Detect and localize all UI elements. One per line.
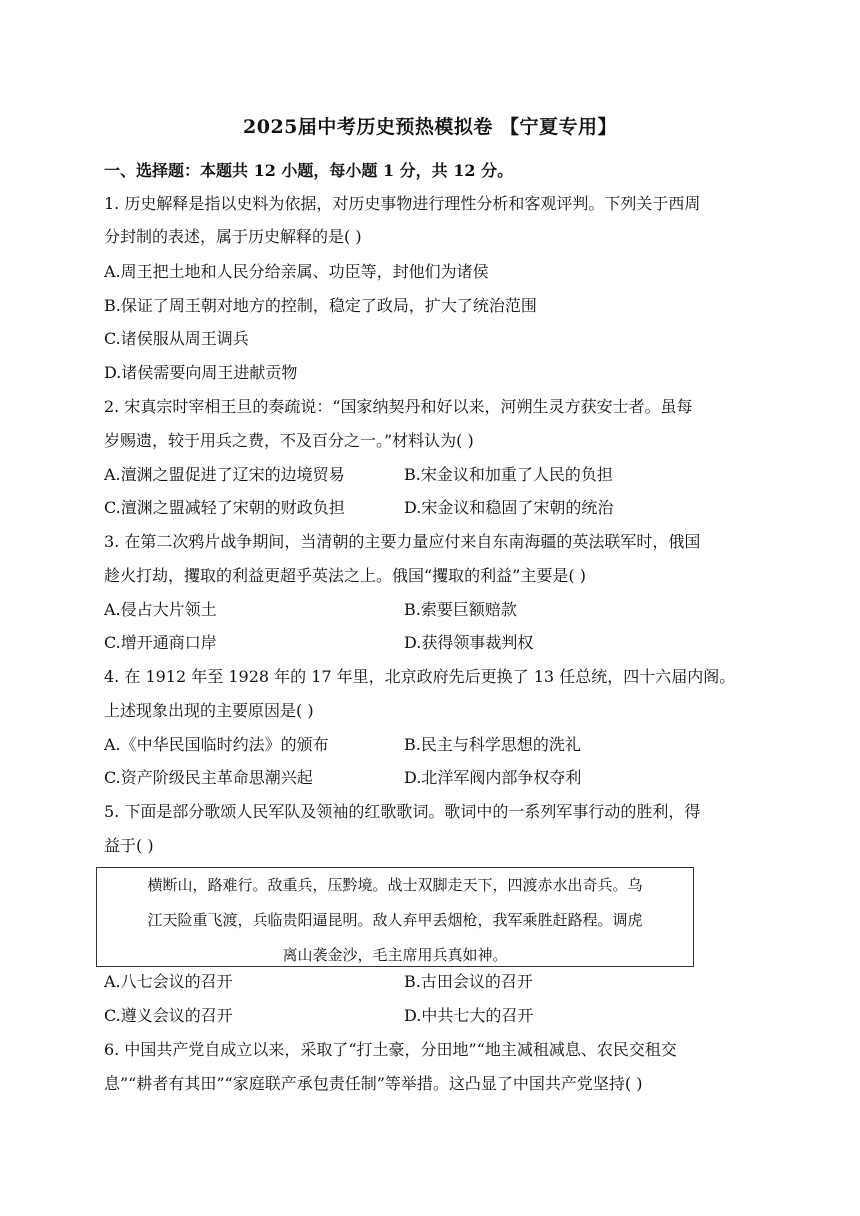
question-1-option-a: A.周王把土地和人民分给亲属、功臣等，封他们为诸侯	[104, 262, 489, 281]
question-3-stem-line-2: 趁火打劫，攫取的利益更超乎英法之上。俄国“攫取的利益”主要是( )	[104, 566, 586, 585]
question-1-stem-line-1: 1. 历史解释是指以史料为依据，对历史事物进行理性分析和客观评判。下列关于西周	[104, 194, 701, 213]
question-2-option-d: D.宋金议和稳固了宋朝的统治	[404, 498, 614, 517]
question-4-stem-line-2: 上述现象出现的主要原因是( )	[104, 701, 314, 720]
lyrics-line: 横断山，路难行。敌重兵，压黔境。战士双脚走天下，四渡赤水出奇兵。乌	[147, 876, 643, 894]
question-1-option-c: C.诸侯服从周王调兵	[104, 329, 249, 348]
question-4-option-c: C.资产阶级民主革命思潮兴起	[104, 768, 313, 787]
question-1-option-d: D.诸侯需要向周王进献贡物	[104, 363, 298, 382]
question-1-stem-line-2: 分封制的表述，属于历史解释的是( )	[104, 227, 362, 246]
question-5-option-d: D.中共七大的召开	[404, 1006, 534, 1025]
question-3-option-d: D.获得领事裁判权	[404, 633, 534, 652]
question-5-stem-line-1: 5. 下面是部分歌颂人民军队及领袖的红歌歌词。歌词中的一系列军事行动的胜利，得	[104, 802, 701, 821]
question-3-option-a: A.侵占大片领土	[104, 600, 217, 619]
question-2-option-c: C.澶渊之盟减轻了宋朝的财政负担	[104, 498, 345, 517]
question-4-option-d: D.北洋军阀内部争权夺利	[404, 768, 582, 787]
question-3-option-c: C.增开通商口岸	[104, 633, 217, 652]
question-5-option-a: A.八七会议的召开	[104, 972, 233, 991]
question-2-stem-line-1: 2. 宋真宗时宰相王旦的奏疏说：“国家纳契丹和好以来，河朔生灵方获安士者。虽每	[104, 397, 693, 416]
question-4-option-b: B.民主与科学思想的洗礼	[404, 735, 581, 754]
question-3-stem-line-1: 3. 在第二次鸦片战争期间，当清朝的主要力量应付来自东南海疆的英法联军时，俄国	[104, 532, 701, 551]
question-2-stem-line-2: 岁赐遗，较于用兵之费，不及百分之一。”材料认为( )	[104, 431, 474, 450]
question-3-option-b: B.索要巨额赔款	[404, 600, 517, 619]
question-5-option-b: B.古田会议的召开	[404, 972, 533, 991]
question-5-stem-line-2: 益于( )	[104, 836, 154, 855]
question-5-option-c: C.遵义会议的召开	[104, 1006, 233, 1025]
lyrics-quote-box	[96, 867, 694, 967]
question-2-option-b: B.宋金议和加重了人民的负担	[404, 465, 613, 484]
question-2-option-a: A.澶渊之盟促进了辽宋的边境贸易	[104, 465, 345, 484]
page-title: 2025届中考历史预热模拟卷 【宁夏专用】	[243, 116, 617, 138]
question-4-option-a: A.《中华民国临时约法》的颁布	[104, 735, 329, 754]
question-1-option-b: B.保证了周王朝对地方的控制，稳定了政局，扩大了统治范围	[104, 296, 537, 315]
question-4-stem-line-1: 4. 在 1912 年至 1928 年的 17 年里，北京政府先后更换了 13 任总统，四十六届内阁。	[104, 667, 736, 686]
lyrics-line: 离山袭金沙，毛主席用兵真如神。	[282, 946, 508, 964]
question-6-stem-line-1: 6. 中国共产党自成立以来，采取了“打土豪，分田地”“地主减租减息、农民交租交	[104, 1040, 677, 1059]
lyrics-line: 江天险重飞渡，兵临贵阳逼昆明。敌人弃甲丢烟枪，我军乘胜赶路程。调虎	[147, 911, 643, 929]
question-6-stem-line-2: 息”“耕者有其田”“家庭联产承包责任制”等举措。这凸显了中国共产党坚持( )	[104, 1074, 643, 1093]
section-heading: 一、选择题：本题共 12 小题，每小题 1 分，共 12 分。	[104, 161, 514, 180]
